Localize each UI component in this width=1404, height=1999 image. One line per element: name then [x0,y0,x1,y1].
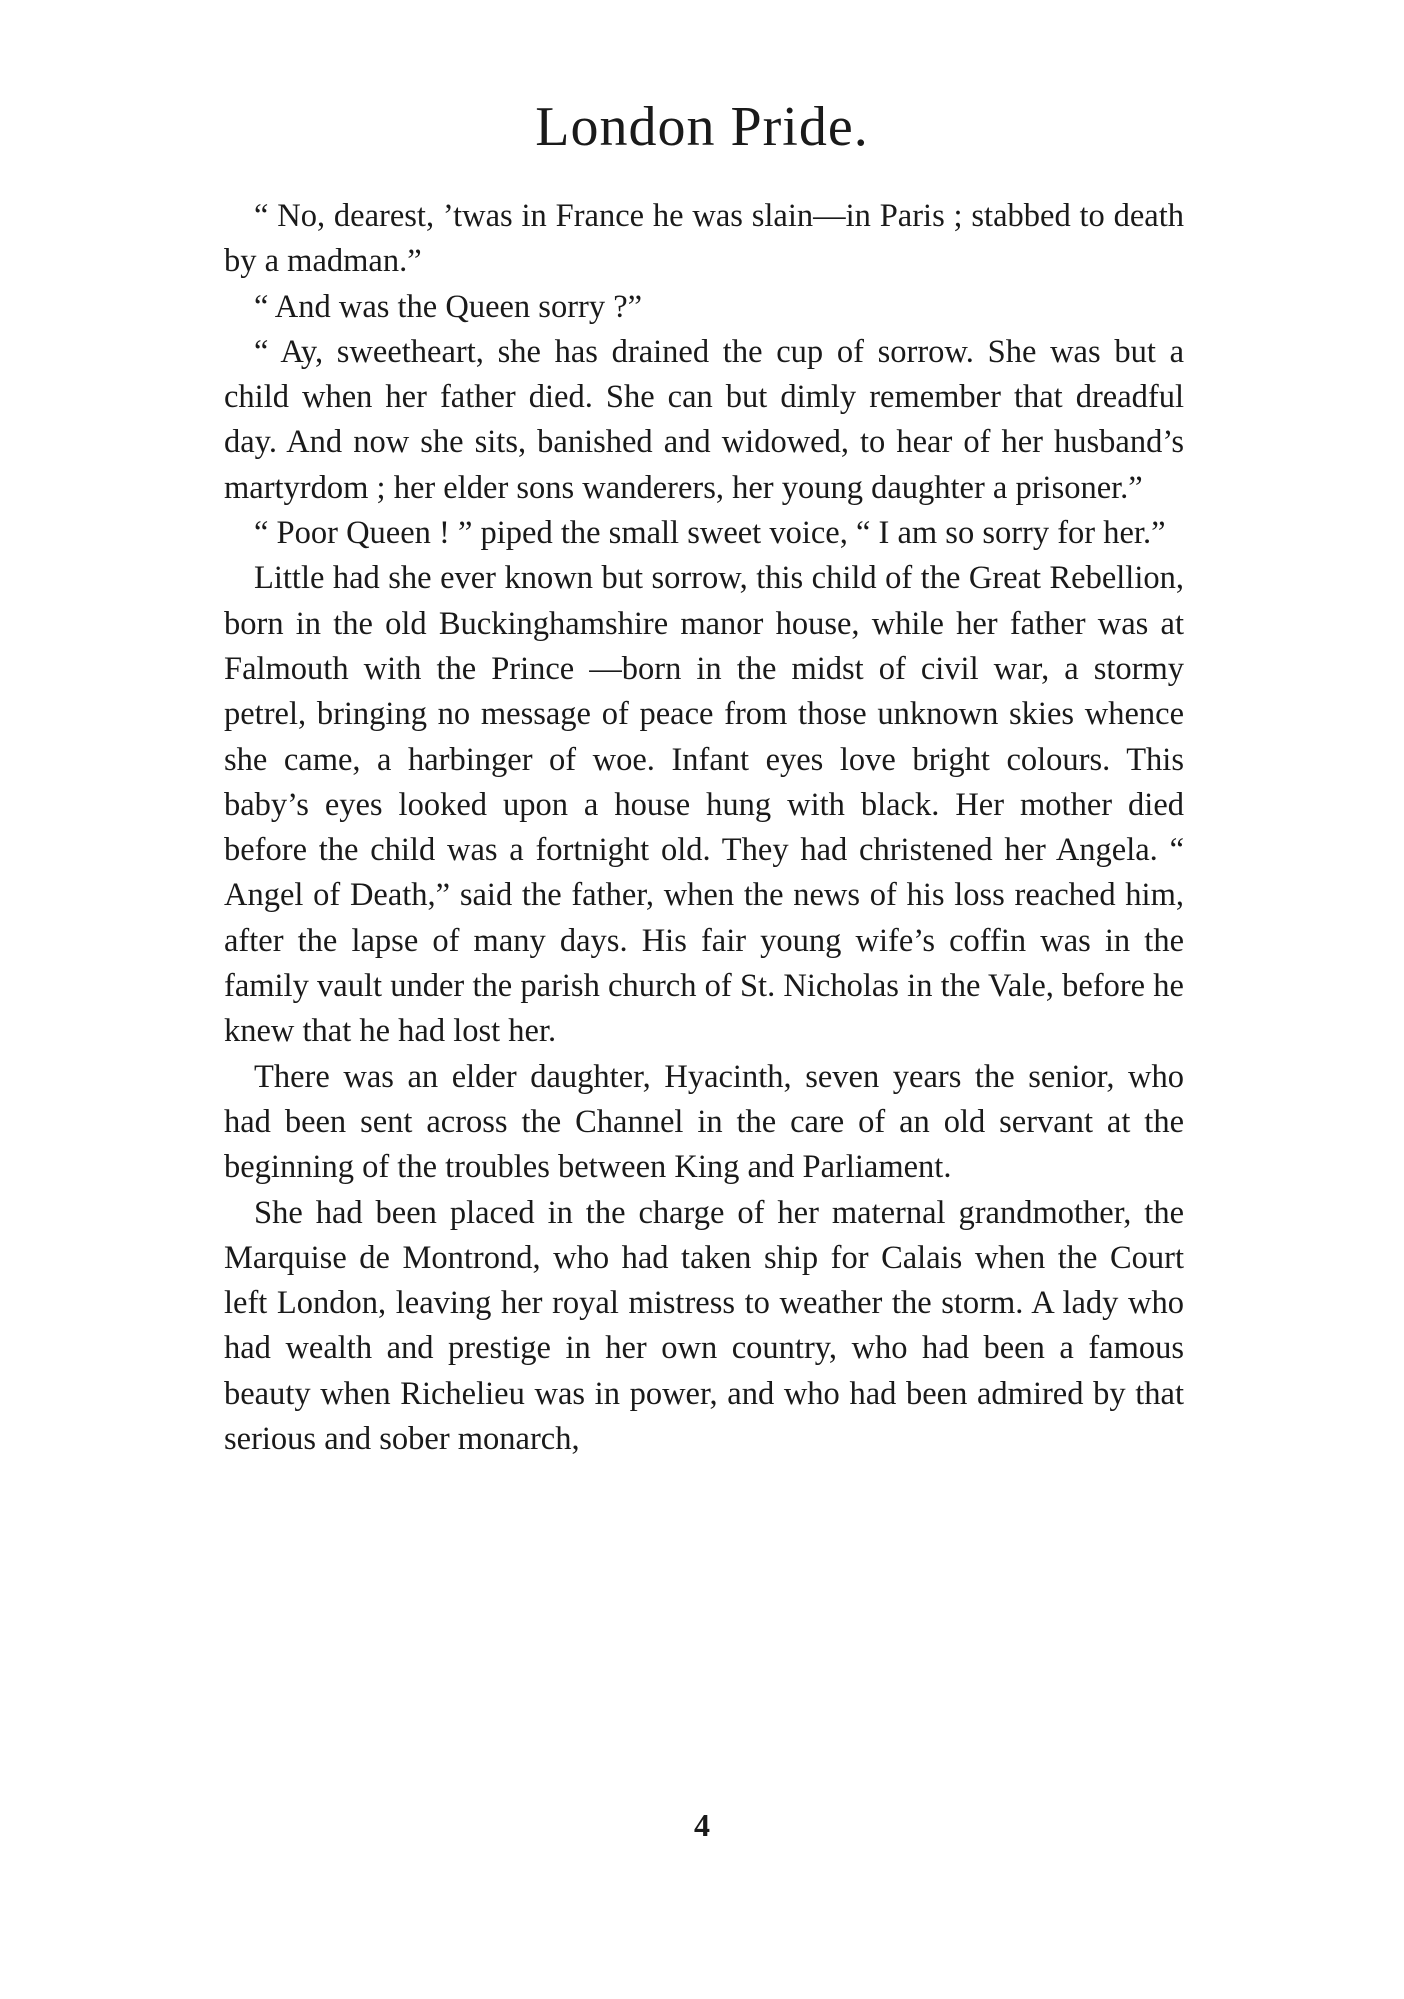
page-number: 4 [694,1807,710,1843]
paragraph: “ And was the Queen sorry ?” [254,288,643,325]
paragraph: “ Ay, sweetheart, she has drained the cup of sorrow. She was but a child when her father died. She can but dimly remember that dreadful day. And now she sits, banished and widowed, to hear of her husband’s martyrdom ; her elder sons wanderers, her young daughter a prisoner.” [224,333,1184,506]
paragraph: She had been placed in the charge of her maternal grandmother, the Marquise de Montrond, who had taken ship for Calais when the Court left London, leaving her royal mistress to weather the storm. A lady who had wealth and prestige in her own country, who had been a famous beauty when Richelieu was in power, and who had been admired by that serious and sober monarch, [224,1194,1184,1458]
paragraph: “ Poor Queen ! ” piped the small sweet voice, “ I am so sorry for her.” [254,515,1166,552]
paragraph: “ No, dearest, ’twas in France he was slain—in Paris ; stabbed to death by a madman.” [224,198,1184,280]
paragraph: There was an elder daughter, Hyacinth, seven years the senior, who had been sent across the Channel in the care of an old servant at the beginning of the troubles between King and Parliament. [224,1058,1184,1186]
paragraph: Little had she ever known but sorrow, this child of the Great Rebellion, born in the old Buckinghamshire manor house, while her father was at Falmouth with the Prince —born in the midst of civil war, a stormy petrel, bringing no message of peace from those unknown skies whence she came, a harbinger of woe. Infant eyes love bright colours. This baby’s eyes looked upon a house hung with black. Her mother died before the child was a fortnight old. They had christened her Angela. “ Angel of Death,” said the father, when the news of his loss reached him, after the lapse of many days. His fair young wife’s coffin was in the family vault under the parish church of St. Nicholas in the Vale, before he knew that he had lost her. [224,560,1184,1050]
page-title: London Pride. [535,96,869,158]
body-text [224,194,1184,1462]
